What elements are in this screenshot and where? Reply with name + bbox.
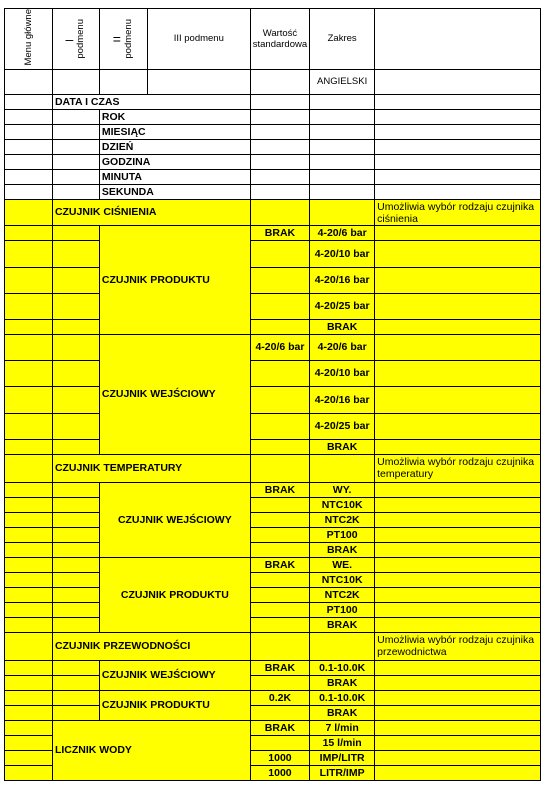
- temperature-input-range: NTC2K: [310, 512, 375, 527]
- pressure-product-range: 4-20/10 bar: [310, 240, 375, 267]
- header-range: Zakres: [310, 9, 375, 70]
- table-row: [5, 497, 541, 512]
- table-row: [5, 660, 541, 675]
- header-submenu-i: – podmenu: [52, 9, 99, 70]
- table-row: [5, 602, 541, 617]
- temperature-input-range: NTC10K: [310, 497, 375, 512]
- water-meter-default: 1000: [250, 750, 309, 765]
- equals-symbol: =: [112, 30, 121, 47]
- pressure-product-label: CZUJNIK PRODUKTU: [99, 225, 250, 334]
- table-row: [5, 572, 541, 587]
- temperature-input-range: WY.: [310, 482, 375, 497]
- pressure-input-range: 4-20/16 bar: [310, 386, 375, 413]
- header-submenu-ii: = podmenu: [99, 9, 147, 70]
- temperature-product-range: WE.: [310, 557, 375, 572]
- header-description: [375, 9, 541, 70]
- pressure-product-default: BRAK: [250, 225, 309, 240]
- water-meter-range: IMP/LITR: [310, 750, 375, 765]
- temperature-input-range: BRAK: [310, 542, 375, 557]
- temperature-product-range: PT100: [310, 602, 375, 617]
- document-page: [4, 8, 541, 781]
- datetime-item: MIESIĄC: [99, 124, 250, 139]
- table-row: [5, 512, 541, 527]
- conductivity-title: CZUJNIK PRZEWODNOŚCI: [52, 632, 250, 660]
- conductivity-product-range: BRAK: [310, 705, 375, 720]
- water-meter-label: LICZNIK WODY: [52, 720, 250, 780]
- water-meter-range: 7 l/min: [310, 720, 375, 735]
- datetime-item: GODZINA: [99, 154, 250, 169]
- header-row: [5, 9, 541, 70]
- table-row: [5, 184, 541, 199]
- table-row: [5, 169, 541, 184]
- table-row: [5, 705, 541, 720]
- table-row: [5, 360, 541, 386]
- datetime-item: DZIEŃ: [99, 139, 250, 154]
- water-meter-default: BRAK: [250, 720, 309, 735]
- conductivity-input-label: CZUJNIK WEJŚCIOWY: [99, 660, 250, 690]
- minus-symbol: –: [65, 30, 74, 47]
- table-row: [5, 617, 541, 632]
- table-row: [5, 154, 541, 169]
- conductivity-input-default: BRAK: [250, 660, 309, 675]
- pressure-input-range: 4-20/25 bar: [310, 413, 375, 439]
- conductivity-product-range: 0.1-10.0K: [310, 690, 375, 705]
- temperature-product-range: NTC10K: [310, 572, 375, 587]
- pressure-product-range: 4-20/16 bar: [310, 267, 375, 293]
- temperature-title: CZUJNIK TEMPERATURY: [52, 454, 250, 482]
- table-row: [5, 720, 541, 735]
- table-row: [5, 267, 541, 293]
- table-row: [5, 199, 541, 225]
- table-row: [5, 557, 541, 572]
- table-row: [5, 542, 541, 557]
- table-row: [5, 690, 541, 705]
- pressure-product-range: 4-20/25 bar: [310, 293, 375, 319]
- table-row: [5, 413, 541, 439]
- table-row: [5, 94, 541, 109]
- water-meter-default: 1000: [250, 765, 309, 780]
- pressure-input-default: 4-20/6 bar: [250, 334, 309, 360]
- header-menu-glowne: Menu główne: [5, 9, 53, 70]
- temperature-product-label: CZUJNIK PRODUKTU: [99, 557, 250, 632]
- menu-table: [4, 8, 541, 781]
- temperature-description: Umożliwia wybór rodzaju czujnika temperatury: [375, 454, 541, 482]
- conductivity-product-default: 0.2K: [250, 690, 309, 705]
- conductivity-input-range: 0.1-10.0K: [310, 660, 375, 675]
- pressure-input-range: 4-20/10 bar: [310, 360, 375, 386]
- water-meter-default: [250, 735, 309, 750]
- datetime-item: SEKUNDA: [99, 184, 250, 199]
- conductivity-product-label: CZUJNIK PRODUKTU: [99, 690, 250, 720]
- table-row: [5, 454, 541, 482]
- pressure-input-range: 4-20/6 bar: [310, 334, 375, 360]
- datetime-title: DATA I CZAS: [52, 94, 250, 109]
- pressure-product-range: 4-20/6 bar: [310, 225, 375, 240]
- temperature-input-default: BRAK: [250, 482, 309, 497]
- temperature-product-default: BRAK: [250, 557, 309, 572]
- table-row: [5, 109, 541, 124]
- conductivity-input-range: BRAK: [310, 675, 375, 690]
- pressure-input-range: BRAK: [310, 439, 375, 454]
- pressure-description: Umożliwia wybór rodzaju czujnika ciśnienia: [375, 199, 541, 225]
- table-row: [5, 240, 541, 267]
- table-row: [5, 225, 541, 240]
- temperature-input-label: CZUJNIK WEJŚCIOWY: [99, 482, 250, 557]
- table-row: [5, 139, 541, 154]
- table-row: [5, 482, 541, 497]
- pressure-product-range: BRAK: [310, 319, 375, 334]
- pressure-title: CZUJNIK CIŚNIENIA: [52, 199, 250, 225]
- water-meter-range: LITR/IMP: [310, 765, 375, 780]
- language-range: ANGIELSKI: [310, 69, 375, 94]
- table-row: [5, 439, 541, 454]
- table-row: [5, 334, 541, 360]
- water-meter-range: 15 l/min: [310, 735, 375, 750]
- header-submenu-iii: III podmenu: [147, 9, 250, 70]
- temperature-input-range: PT100: [310, 527, 375, 542]
- table-row: [5, 319, 541, 334]
- table-row: [5, 675, 541, 690]
- pressure-input-label: CZUJNIK WEJŚCIOWY: [99, 334, 250, 454]
- table-row: [5, 386, 541, 413]
- table-row: [5, 293, 541, 319]
- table-row: [5, 527, 541, 542]
- temperature-product-range: NTC2K: [310, 587, 375, 602]
- datetime-item: MINUTA: [99, 169, 250, 184]
- datetime-item: ROK: [99, 109, 250, 124]
- table-row: [5, 124, 541, 139]
- table-row: [5, 587, 541, 602]
- temperature-product-range: BRAK: [310, 617, 375, 632]
- conductivity-description: Umożliwia wybór rodzaju czujnika przewodnictwa: [375, 632, 541, 660]
- table-row: [5, 632, 541, 660]
- table-row: [5, 69, 541, 94]
- header-default-value: Wartość standardowa: [250, 9, 309, 70]
